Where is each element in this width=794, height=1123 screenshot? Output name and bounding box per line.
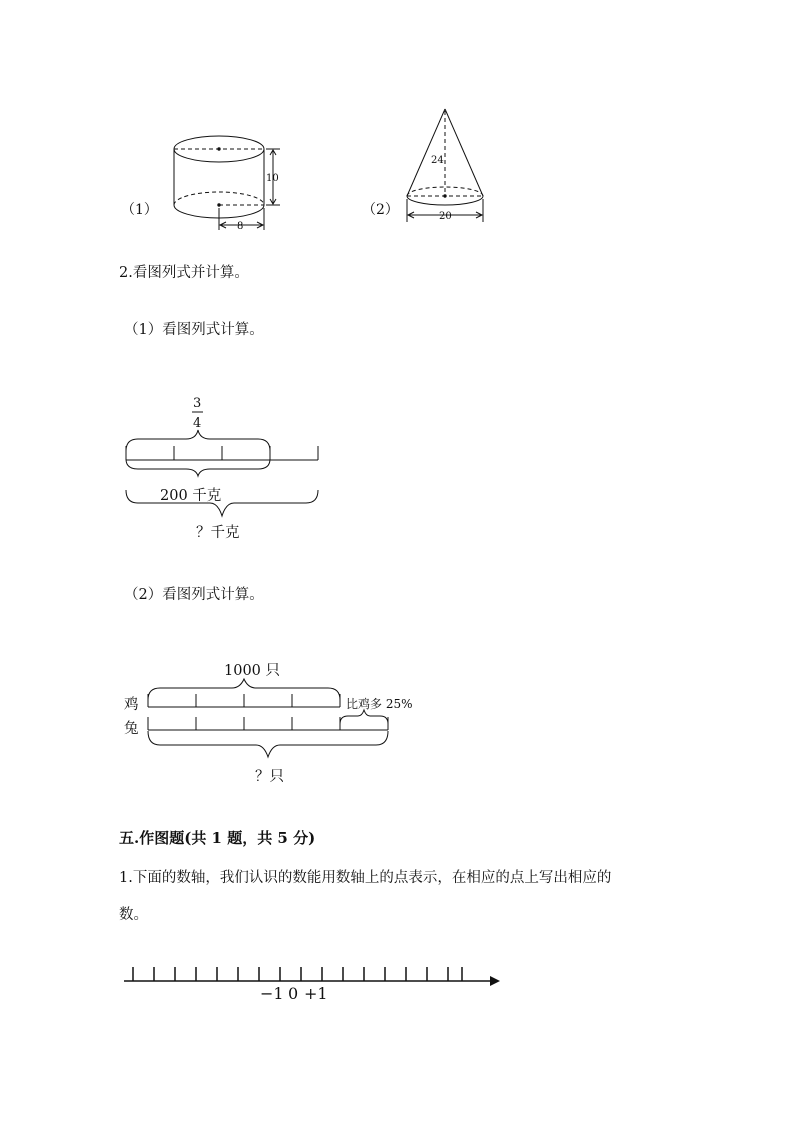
cylinder-radius-label: 8 [237, 221, 244, 232]
cone-diameter-label: 20 [439, 211, 452, 222]
axis-label-plus-one: +1 [304, 984, 328, 1003]
section5-title: 五.作图题(共 1 题，共 5 分) [119, 829, 316, 847]
q2-part2-title: （2）看图列式计算。 [124, 587, 264, 603]
fraction-numerator: 3 [193, 396, 202, 411]
cone-number-label: （2） [362, 202, 399, 218]
fraction-denominator: 4 [193, 416, 202, 431]
q2-title: 2.看图列式并计算。 [119, 265, 249, 281]
chicken-total-label: 1000 只 [224, 663, 281, 679]
known-weight-label: 200 千克 [160, 488, 222, 504]
cone-height-label: 24 [431, 155, 444, 166]
axis-arrowhead [490, 976, 500, 986]
q2-part1-title: （1）看图列式计算。 [124, 322, 264, 338]
axis-label-minus-one: −1 [260, 984, 284, 1003]
axis-label-zero: 0 [288, 984, 299, 1003]
extra-percent-label: 比鸡多 25% [346, 697, 413, 711]
section5-q1-text-line1: 1.下面的数轴，我们认识的数能用数轴上的点表示，在相应的点上写出相应的 [119, 870, 612, 886]
cylinder-height-label: 10 [266, 173, 279, 184]
chicken-label: 鸡 [124, 697, 139, 713]
section5-q1-text-line2: 数。 [119, 907, 148, 923]
unknown-weight-label: ？千克 [196, 525, 240, 541]
rabbit-label: 兔 [124, 721, 139, 737]
unknown-count-label: ？只 [255, 769, 284, 785]
cylinder-number-label: （1） [121, 202, 158, 218]
